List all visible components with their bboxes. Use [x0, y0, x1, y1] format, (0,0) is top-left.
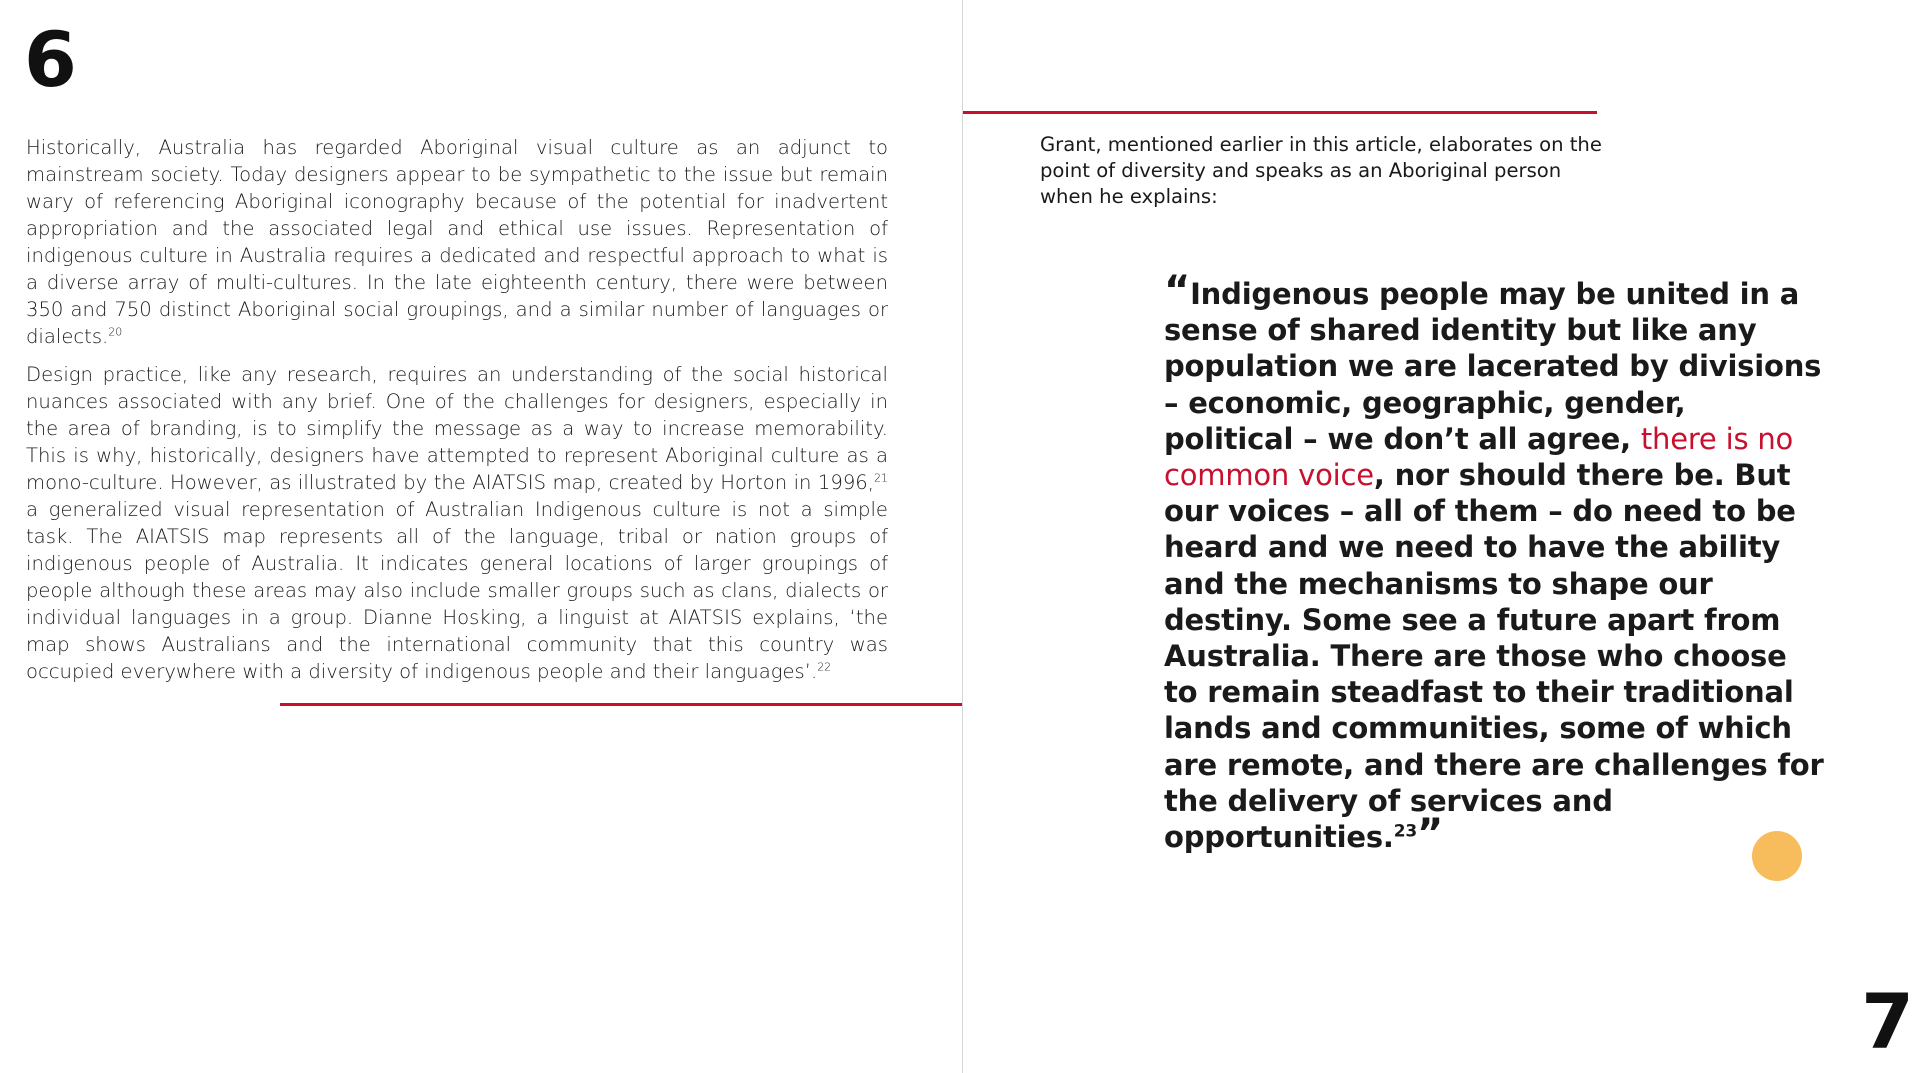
close-quote-mark: ” — [1416, 811, 1444, 858]
body-text-column — [26, 134, 888, 696]
footnote-ref-23[interactable]: 23 — [1393, 821, 1417, 842]
page-number-left: 6 — [24, 15, 77, 104]
paragraph-2-text-b: a generalized visual representation of Australian Indigenous culture is not a simple task. The AIATSIS map represents all of the language, tribal or nation groups of indigenous people of Australia. It indicates general locations of larger groupings of people although these areas may also include smaller groups such as clans, dialects or individual languages in a group. Dianne Hosking, a linguist at AIATSIS explains, ‘the map shows Australians and the international community that this country was occupied everywhere with a diversity of indigenous people and their languages’. — [26, 498, 888, 683]
red-divider-right — [963, 111, 1597, 114]
footnote-ref-22[interactable]: 22 — [817, 660, 832, 674]
decorative-dot — [1752, 831, 1802, 881]
open-quote-mark: “ — [1164, 268, 1191, 314]
footnote-ref-21[interactable]: 21 — [874, 471, 888, 485]
quote-text-part2: , nor should there be. But our voices – all of them – do need to be heard and we need to have the ability and the mechanisms to shape our destiny. Some see a future apart from Australia. There are those who choose to remain steadfast to their traditional lands and communities, some of which are remote, and there are challenges for the delivery of services and opportunities. — [1164, 458, 1824, 855]
footnote-ref-20[interactable]: 20 — [108, 325, 123, 339]
paragraph-2 — [26, 361, 888, 685]
paragraph-1-text: Historically, Australia has regarded Aboriginal visual culture as an adjunct to mainstream society. Today designers appear to be sympathetic to the issue but remain wary of referencing Aboriginal iconography because of the potential for inadvertent appropriation and the associated legal and ethical use issues. Representation of indigenous culture in Australia requires a dedicated and respectful approach to what is a diverse array of multi-cultures. In the late eighteenth century, there were between 350 and 750 distinct Aboriginal social groupings, and a similar number of languages or dialects. — [26, 136, 888, 348]
quote-text-part1: Indigenous people may be united in a sense of shared identity but like any population we are lacerated by divisions – economic, geographic, gender, political – we don’t all agree, — [1164, 277, 1822, 456]
paragraph-2-text-a: Design practice, like any research, requires an understanding of the social historical nuances associated with any brief. One of the challenges for designers, especially in the area of branding, is to simplify the message as a way to increase memorability. This is why, historically, designers have attempted to represent Aboriginal culture as a mono-culture. However, as illustrated by the AIATSIS map, created by Horton in 1996, — [26, 363, 888, 494]
quote-highlight: there is no common voice — [1164, 421, 1794, 493]
intro-text: Grant, mentioned earlier in this article, elaborates on the point of diversity and speaks as an Aboriginal person when he explains: — [1040, 133, 1602, 208]
page-number-right: 7 — [1861, 977, 1914, 1066]
red-divider-left — [280, 703, 962, 706]
paragraph-1 — [26, 134, 888, 350]
pull-quote — [1164, 268, 1824, 858]
